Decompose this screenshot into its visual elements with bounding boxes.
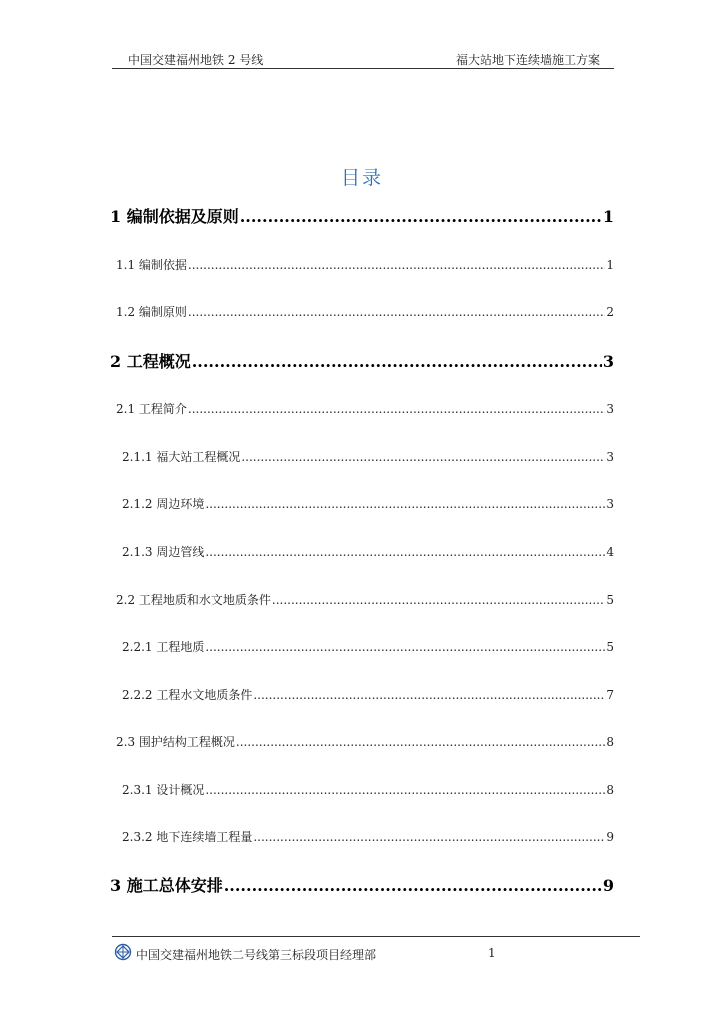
toc-entry-page: 9 xyxy=(606,830,614,844)
toc-entry-label: 3 施工总体安排 xyxy=(110,876,223,895)
toc-entry-page: 1 xyxy=(606,258,614,272)
toc-entry-label: 2.2.1 工程地质 xyxy=(122,640,205,654)
toc-entry[interactable] xyxy=(110,828,614,845)
toc-entry-label: 2.3.1 设计概况 xyxy=(122,783,205,797)
toc-entry-page: 5 xyxy=(606,593,614,607)
toc-leader-dots xyxy=(192,352,602,371)
toc-entry[interactable] xyxy=(110,638,614,655)
toc-entry-page: 9 xyxy=(602,876,614,895)
page-header xyxy=(112,48,614,69)
toc-entry[interactable] xyxy=(110,495,614,512)
toc-entry-label: 2.3 围护结构工程概况 xyxy=(116,735,235,749)
footer-organization: 中国交建福州地铁二号线第三标段项目经理部 xyxy=(136,948,377,962)
toc-entry-page: 5 xyxy=(606,640,614,654)
toc-entry[interactable] xyxy=(110,204,614,227)
page-footer xyxy=(112,936,640,967)
toc-entry-page: 3 xyxy=(606,402,614,416)
toc-entry-page: 2 xyxy=(606,305,614,319)
toc-leader-dots xyxy=(240,207,602,226)
footer-page-number: 1 xyxy=(488,946,496,960)
toc-entry-label: 2.1 工程简介 xyxy=(116,402,187,416)
toc-leader-dots xyxy=(188,305,605,319)
toc-entry-page: 3 xyxy=(602,352,614,371)
toc-entry-label: 2.2.2 工程水文地质条件 xyxy=(122,688,253,702)
toc-leader-dots xyxy=(205,497,605,511)
toc-leader-dots xyxy=(253,688,605,702)
toc-title: 目录 xyxy=(340,167,383,189)
toc-entry-page: 4 xyxy=(606,545,614,559)
header-project-name: 中国交建福州地铁 2 号线 xyxy=(128,53,264,67)
toc-leader-dots xyxy=(253,830,605,844)
toc-entry[interactable] xyxy=(110,303,614,320)
toc-leader-dots xyxy=(205,640,605,654)
toc-entry-page: 1 xyxy=(602,207,614,226)
toc-leader-dots xyxy=(241,450,605,464)
toc-entry[interactable] xyxy=(110,448,614,465)
toc-leader-dots xyxy=(188,258,605,272)
toc-entry-page: 7 xyxy=(606,688,614,702)
toc-leader-dots xyxy=(188,402,605,416)
toc-entry-label: 1 编制依据及原则 xyxy=(110,207,239,226)
toc-entry-label: 2.1.1 福大站工程概况 xyxy=(122,450,241,464)
toc-leader-dots xyxy=(224,876,602,895)
toc-entry-label: 2.1.3 周边管线 xyxy=(122,545,205,559)
toc-entry-label: 1.1 编制依据 xyxy=(116,258,187,272)
toc-entry-label: 2.2 工程地质和水文地质条件 xyxy=(116,593,271,607)
toc-entry-label: 1.2 编制原则 xyxy=(116,305,187,319)
toc-entry-label: 2.1.2 周边环境 xyxy=(122,497,205,511)
toc-entry[interactable] xyxy=(110,686,614,703)
toc-entry-page: 3 xyxy=(606,497,614,511)
toc-leader-dots xyxy=(272,593,605,607)
toc-entry[interactable] xyxy=(110,400,614,417)
toc-entry-label: 2.3.2 地下连续墙工程量 xyxy=(122,830,253,844)
toc-entry[interactable] xyxy=(110,873,614,896)
toc-entry[interactable] xyxy=(110,733,614,750)
toc-leader-dots xyxy=(236,735,605,749)
toc-entry[interactable] xyxy=(110,543,614,560)
toc-entry[interactable] xyxy=(110,256,614,273)
toc-entry-label: 2 工程概况 xyxy=(110,352,191,371)
toc-leader-dots xyxy=(205,783,605,797)
toc-entry-page: 3 xyxy=(606,450,614,464)
toc-leader-dots xyxy=(205,545,605,559)
toc-entry[interactable] xyxy=(110,781,614,798)
header-document-name: 福大站地下连续墙施工方案 xyxy=(455,53,600,67)
company-logo-icon xyxy=(114,943,132,961)
toc-entry-page: 8 xyxy=(606,735,614,749)
toc-entry-page: 8 xyxy=(606,783,614,797)
toc-entry[interactable] xyxy=(110,591,614,608)
toc-entry[interactable] xyxy=(110,349,614,372)
